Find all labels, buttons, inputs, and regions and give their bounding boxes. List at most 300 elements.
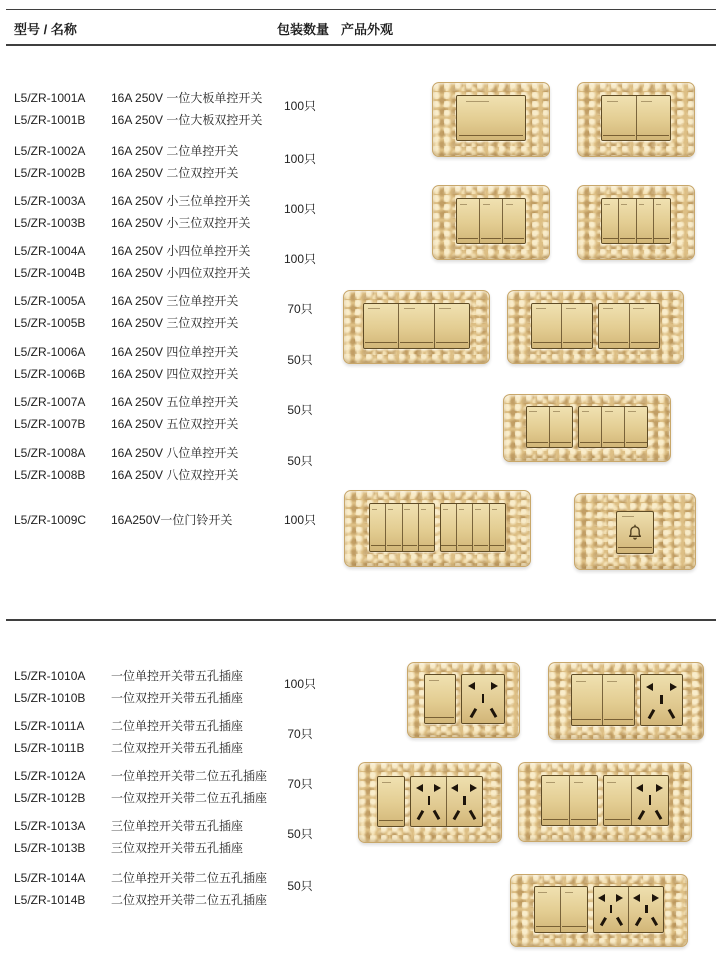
rocker-bottom-line (562, 926, 586, 927)
model-code: L5/ZR-1014A (14, 871, 86, 885)
switch-module (456, 95, 526, 141)
rocker-indicator-line (429, 680, 439, 681)
model-code: L5/ZR-1001A (14, 91, 86, 105)
column-header-appearance: 产品外观 (341, 22, 394, 37)
plate-inner (363, 303, 470, 350)
switch-rocker (479, 199, 502, 243)
socket-module (410, 776, 482, 827)
rocker-bottom-line (425, 717, 454, 718)
table-row (14, 140, 238, 162)
section-divider (6, 619, 716, 621)
rocker-indicator-line (443, 509, 448, 510)
switch-rocker (418, 504, 434, 551)
table-row (14, 715, 243, 737)
switch-module (531, 303, 593, 350)
model-code: L5/ZR-1013B (14, 841, 86, 855)
rocker-indicator-line (633, 308, 643, 309)
product-description: 16A 250V 三位单控开关 (111, 294, 239, 308)
table-row (14, 665, 243, 687)
rocker-indicator-line (641, 101, 652, 102)
rocker-indicator-line (639, 204, 644, 205)
rocker-bottom-line (637, 135, 668, 136)
rocker-bottom-line (536, 926, 560, 927)
table-row (14, 509, 232, 531)
rocker-bottom-line (600, 342, 628, 343)
socket-hole-top-right (616, 894, 623, 902)
product-description: 16A 250V 四位双控开关 (111, 367, 239, 381)
socket-hole-top-left (598, 894, 605, 902)
switch-module (534, 886, 588, 932)
rocker-indicator-line (368, 308, 380, 309)
socket-hole-top-left (416, 784, 423, 792)
product-description: 16A 250V 三位双控开关 (111, 316, 239, 330)
model-code: L5/ZR-1011A (14, 719, 85, 733)
socket-hole-earth (645, 905, 648, 913)
table-row (14, 787, 267, 809)
switch-rocker (629, 304, 660, 349)
model-code: L5/ZR-1010A (14, 669, 86, 683)
rocker-bottom-line (533, 342, 561, 343)
rocker-bottom-line (400, 342, 432, 343)
product-description: 16A 250V 二位双控开关 (111, 166, 239, 180)
product-description: 16A 250V 八位双控开关 (111, 468, 239, 482)
table-row (14, 837, 243, 859)
switch-module (526, 406, 573, 449)
plate-inner (601, 198, 671, 244)
socket-hole-earth (660, 695, 663, 704)
rocker-bottom-line (458, 238, 479, 239)
package-quantity: 100只 (283, 677, 317, 691)
table-row (14, 815, 243, 837)
product-image-1001 (432, 82, 550, 157)
rocker-indicator-line (628, 411, 636, 412)
rocker-bottom-line (458, 545, 472, 546)
package-quantity: 50只 (287, 353, 313, 367)
socket-hole-bottom-right (651, 917, 658, 926)
rocker-indicator-line (582, 411, 590, 412)
doorbell-module (616, 511, 654, 555)
rocker-bottom-line (603, 135, 634, 136)
rocker-bottom-line (604, 719, 633, 720)
rocker-bottom-line (490, 545, 504, 546)
model-code: L5/ZR-1003A (14, 194, 86, 208)
switch-rocker (602, 675, 634, 725)
rocker-indicator-line (382, 782, 391, 783)
product-image-1013 (518, 762, 692, 842)
switch-rocker (569, 776, 597, 825)
switch-rocker (653, 199, 670, 243)
header-rule (6, 44, 716, 46)
rocker-bottom-line (504, 238, 525, 239)
table-row (14, 190, 250, 212)
rocker-bottom-line (626, 442, 647, 443)
column-header-quantity: 包装数量 (277, 22, 330, 37)
package-quantity: 50只 (287, 403, 313, 417)
model-code: L5/ZR-1005B (14, 316, 86, 330)
rocker-bottom-line (603, 442, 624, 443)
rocker-indicator-line (404, 308, 416, 309)
switch-rocker (624, 407, 647, 448)
switch-module (369, 503, 435, 552)
switch-module (571, 674, 635, 726)
rocker-indicator-line (607, 101, 618, 102)
socket-hole-top-right (491, 682, 498, 690)
rocker-indicator-line (607, 782, 616, 783)
rocker-indicator-line (404, 509, 409, 510)
rocker-bottom-line (637, 238, 652, 239)
switch-rocker (456, 504, 472, 551)
table-row (14, 87, 262, 109)
package-quantity: 50只 (287, 454, 313, 468)
rocker-indicator-line (483, 204, 490, 205)
switch-module (541, 775, 597, 826)
product-description: 三位单控开关带五孔插座 (111, 819, 244, 833)
switch-module (456, 198, 526, 244)
switch-rocker (549, 407, 572, 448)
socket-hole-bottom-right (668, 709, 675, 719)
table-row (14, 464, 238, 486)
rocker-indicator-line (546, 782, 555, 783)
switch-rocker (542, 776, 569, 825)
product-description: 16A 250V 小四位双控开关 (111, 266, 251, 280)
switch-module (601, 198, 671, 244)
rocker-indicator-line (566, 308, 576, 309)
rocker-indicator-line (538, 892, 547, 893)
model-code: L5/ZR-1012B (14, 791, 86, 805)
rocker-indicator-line (605, 411, 613, 412)
socket-hole-top-right (652, 894, 659, 902)
switch-rocker (602, 96, 635, 140)
package-quantity: 100只 (283, 513, 317, 527)
table-row (14, 109, 262, 131)
switch-module (601, 95, 671, 141)
socket-module (593, 886, 665, 932)
rocker-bottom-line (620, 238, 635, 239)
rocker-bottom-line (618, 547, 652, 548)
switch-rocker (532, 304, 562, 349)
rocker-bottom-line (474, 545, 488, 546)
socket-hole-top-right (434, 784, 441, 792)
rocker-indicator-line (607, 681, 617, 682)
switch-rocker (618, 199, 635, 243)
rocker-indicator-line (553, 411, 561, 412)
switch-rocker (579, 407, 601, 448)
switch-rocker (599, 304, 629, 349)
product-description: 一位单控开关带二位五孔插座 (111, 769, 268, 783)
table-row (14, 290, 238, 312)
rocker-bottom-line (572, 719, 601, 720)
socket-hole-earth (463, 796, 466, 805)
rocker-bottom-line (654, 238, 669, 239)
rocker-indicator-line (604, 204, 609, 205)
table-row (14, 442, 238, 464)
switch-rocker (602, 199, 618, 243)
rocker-indicator-line (536, 308, 546, 309)
model-code: L5/ZR-1006A (14, 345, 86, 359)
rocker-indicator-line (421, 509, 426, 510)
socket-module (461, 674, 504, 724)
plate-inner (526, 406, 649, 449)
rocker-bottom-line (631, 342, 659, 343)
product-description: 一位双控开关带五孔插座 (111, 691, 244, 705)
switch-rocker (398, 304, 433, 349)
model-code: L5/ZR-1003B (14, 216, 86, 230)
product-description: 16A 250V 一位大板双控开关 (111, 113, 263, 127)
table-row (14, 212, 250, 234)
product-description: 16A 250V 小四位单控开关 (111, 244, 251, 258)
rocker-indicator-line (574, 782, 583, 783)
product-image-1012 (358, 762, 502, 843)
five-hole-socket (411, 777, 446, 826)
product-image-1011 (548, 662, 704, 740)
product-description: 16A 250V 小三位单控开关 (111, 194, 251, 208)
table-row (14, 312, 238, 334)
plate-inner (456, 95, 526, 141)
product-description: 一位双控开关带二位五孔插座 (111, 791, 268, 805)
rocker-bottom-line (527, 442, 548, 443)
switch-rocker (364, 304, 398, 349)
package-quantity: 50只 (287, 827, 313, 841)
product-description: 一位单控开关带五孔插座 (111, 669, 244, 683)
switch-module (578, 406, 649, 449)
table-row (14, 737, 243, 759)
rocker-indicator-line (492, 509, 497, 510)
socket-hole-bottom-right (615, 917, 622, 926)
rocker-bottom-line (543, 819, 568, 820)
switch-rocker (502, 199, 525, 243)
rocker-indicator-line (529, 411, 537, 412)
rocker-bottom-line (441, 545, 455, 546)
five-hole-socket (628, 887, 663, 931)
product-description: 16A 250V 一位大板单控开关 (111, 91, 263, 105)
socket-hole-top-right (670, 683, 677, 691)
model-code: L5/ZR-1006B (14, 367, 86, 381)
product-description: 16A 250V 二位单控开关 (111, 144, 239, 158)
plate-inner (369, 503, 506, 552)
switch-rocker (604, 776, 631, 825)
rocker-indicator-line (388, 509, 393, 510)
rocker-indicator-line (622, 516, 634, 517)
plate-inner (571, 674, 683, 726)
product-image-1002 (577, 82, 695, 157)
plate-inner (601, 95, 671, 141)
product-description: 二位双控开关带五孔插座 (111, 741, 244, 755)
rocker-bottom-line (403, 545, 417, 546)
model-code: L5/ZR-1004A (14, 244, 86, 258)
model-code: L5/ZR-1011B (14, 741, 85, 755)
socket-hole-top-left (633, 894, 640, 902)
table-row (14, 391, 238, 413)
product-image-1003 (432, 185, 550, 260)
rocker-bottom-line (365, 342, 397, 343)
socket-hole-bottom-left (635, 917, 642, 926)
socket-module (640, 674, 683, 726)
socket-hole-bottom-right (469, 810, 476, 820)
rocker-bottom-line (436, 342, 468, 343)
rocker-indicator-line (565, 892, 574, 893)
socket-hole-bottom-left (453, 810, 460, 820)
socket-hole-bottom-left (638, 810, 645, 820)
product-description: 三位双控开关带五孔插座 (111, 841, 244, 855)
rocker-indicator-line (603, 308, 613, 309)
model-code: L5/ZR-1007A (14, 395, 86, 409)
rocker-bottom-line (387, 545, 401, 546)
table-row (14, 889, 267, 911)
plate-inner (534, 886, 664, 932)
package-quantity: 100只 (283, 99, 317, 113)
rocker-bottom-line (371, 545, 385, 546)
rocker-indicator-line (459, 509, 464, 510)
rocker-indicator-line (576, 681, 586, 682)
package-quantity: 70只 (287, 302, 313, 316)
product-description: 16A250V一位门铃开关 (111, 513, 233, 527)
rocker-bottom-line (603, 238, 618, 239)
rocker-bottom-line (580, 442, 601, 443)
socket-hole-bottom-right (489, 708, 496, 718)
five-hole-socket (594, 887, 628, 931)
model-code: L5/ZR-1008A (14, 446, 86, 460)
switch-rocker (457, 96, 525, 140)
rocker-bottom-line (459, 135, 523, 136)
switch-rocker (489, 504, 505, 551)
rocker-bottom-line (571, 819, 596, 820)
switch-module (598, 303, 660, 350)
socket-hole-earth (610, 905, 613, 913)
product-image-1007 (503, 394, 671, 462)
package-quantity: 70只 (287, 727, 313, 741)
socket-hole-bottom-left (599, 917, 606, 926)
model-code: L5/ZR-1010B (14, 691, 86, 705)
switch-rocker (636, 96, 670, 140)
model-code: L5/ZR-1008B (14, 468, 86, 482)
package-quantity: 100只 (283, 202, 317, 216)
product-description: 16A 250V 五位单控开关 (111, 395, 239, 409)
product-image-1014 (510, 874, 688, 947)
switch-rocker (535, 887, 560, 931)
package-quantity: 100只 (283, 152, 317, 166)
plate-inner (531, 303, 661, 350)
rocker-indicator-line (621, 204, 626, 205)
table-row (14, 867, 267, 889)
switch-rocker (425, 675, 456, 723)
switch-rocker (385, 504, 401, 551)
product-image-1004 (577, 185, 695, 260)
package-quantity: 50只 (287, 879, 313, 893)
model-code: L5/ZR-1004B (14, 266, 86, 280)
switch-rocker (601, 407, 624, 448)
switch-rocker (561, 304, 592, 349)
rocker-indicator-line (475, 509, 480, 510)
five-hole-socket (641, 675, 682, 725)
five-hole-socket (462, 675, 503, 723)
table-row (14, 413, 238, 435)
product-description: 16A 250V 小三位双控开关 (111, 216, 251, 230)
model-code: L5/ZR-1001B (14, 113, 86, 127)
model-code: L5/ZR-1002A (14, 144, 86, 158)
plate-inner (616, 511, 654, 555)
rocker-bottom-line (481, 238, 502, 239)
plate-inner (377, 776, 482, 827)
rocker-bottom-line (605, 819, 630, 820)
switch-module (424, 674, 457, 724)
switch-rocker (527, 407, 549, 448)
socket-hole-bottom-left (469, 708, 476, 718)
product-description: 16A 250V 四位单控开关 (111, 345, 239, 359)
model-code: L5/ZR-1009C (14, 513, 87, 527)
five-hole-socket (631, 776, 668, 825)
switch-module (377, 776, 405, 827)
product-image-1008 (344, 490, 531, 567)
socket-hole-earth (649, 795, 652, 804)
socket-hole-earth (428, 796, 431, 805)
rocker-indicator-line (466, 101, 489, 102)
plate-inner (424, 674, 505, 724)
rocker-bottom-line (419, 545, 433, 546)
socket-hole-bottom-right (655, 810, 662, 820)
table-row (14, 162, 238, 184)
package-quantity: 70只 (287, 777, 313, 791)
switch-rocker (434, 304, 469, 349)
product-image-1009 (574, 493, 696, 570)
switch-socket-module (603, 775, 669, 826)
table-row (14, 341, 238, 363)
switch-rocker (378, 777, 404, 826)
switch-rocker (560, 887, 586, 931)
rocker-bottom-line (550, 442, 571, 443)
model-code: L5/ZR-1012A (14, 769, 86, 783)
package-quantity: 100只 (283, 252, 317, 266)
socket-hole-top-left (636, 784, 643, 792)
plate-inner (456, 198, 526, 244)
product-image-1010 (407, 662, 520, 738)
socket-hole-top-right (470, 784, 477, 792)
product-description: 二位单控开关带二位五孔插座 (111, 871, 268, 885)
rocker-bottom-line (379, 820, 403, 821)
top-rule (6, 9, 716, 10)
table-row (14, 687, 243, 709)
switch-rocker (457, 199, 479, 243)
product-description: 16A 250V 八位单控开关 (111, 446, 239, 460)
table-row (14, 765, 267, 787)
socket-hole-top-left (451, 784, 458, 792)
table-row (14, 262, 250, 284)
bell-icon (625, 521, 645, 544)
model-code: L5/ZR-1014B (14, 893, 86, 907)
switch-module (440, 503, 506, 552)
five-hole-socket (446, 777, 482, 826)
product-description: 二位单控开关带五孔插座 (111, 719, 244, 733)
socket-hole-bottom-left (417, 810, 424, 820)
product-description: 二位双控开关带二位五孔插座 (111, 893, 268, 907)
rocker-indicator-line (656, 204, 661, 205)
model-code: L5/ZR-1002B (14, 166, 86, 180)
rocker-indicator-line (372, 509, 377, 510)
rocker-indicator-line (439, 308, 451, 309)
socket-hole-bottom-left (648, 709, 655, 719)
switch-module (363, 303, 470, 350)
rocker-indicator-line (506, 204, 513, 205)
plate-inner (541, 775, 668, 826)
product-image-1005 (343, 290, 490, 364)
switch-rocker (472, 504, 488, 551)
socket-hole-bottom-right (433, 810, 440, 820)
socket-hole-top-left (468, 682, 475, 690)
table-row (14, 240, 250, 262)
switch-rocker (572, 675, 603, 725)
socket-hole-top-left (646, 683, 653, 691)
switch-rocker (636, 199, 653, 243)
column-header-model: 型号 / 名称 (14, 22, 77, 37)
